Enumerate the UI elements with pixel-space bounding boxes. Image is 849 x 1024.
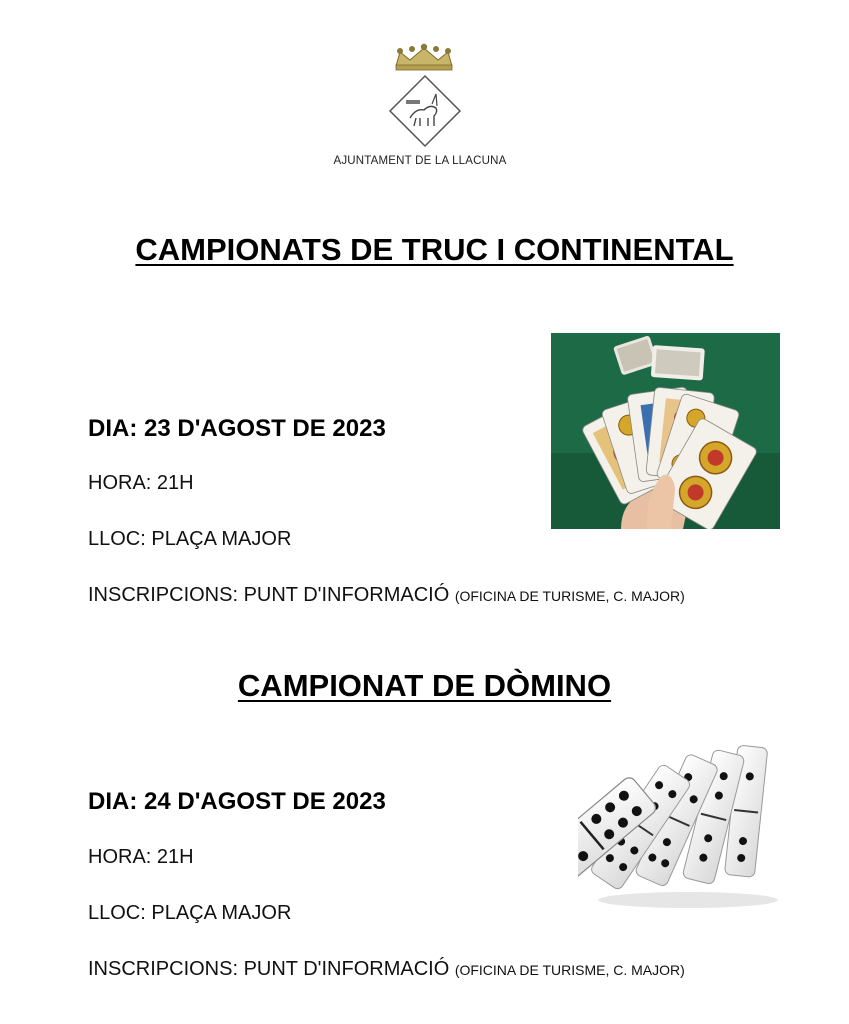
playing-cards-photo — [551, 333, 780, 529]
registration-label: INSCRIPCIONS: PUNT D'INFORMACIÓ — [88, 958, 450, 980]
event-time: HORA: 21H — [88, 472, 194, 494]
event-registration — [88, 958, 685, 981]
dominoes-illustration — [578, 735, 778, 910]
registration-label: INSCRIPCIONS: PUNT D'INFORMACIÓ — [88, 584, 450, 606]
event-registration — [88, 584, 685, 607]
event-place: LLOC: PLAÇA MAJOR — [88, 528, 292, 550]
registration-note: (OFICINA DE TURISME, C. MAJOR) — [454, 962, 685, 978]
section-title: CAMPIONAT DE DÒMINO — [237, 668, 612, 703]
lamb-shield-icon — [388, 74, 462, 148]
registration-note: (OFICINA DE TURISME, C. MAJOR) — [454, 588, 685, 604]
crown-icon — [390, 42, 458, 72]
event-place: LLOC: PLAÇA MAJOR — [88, 902, 292, 924]
page-title: CAMPIONATS DE TRUC I CONTINENTAL — [135, 232, 734, 267]
event-date: DIA: 24 D'AGOST DE 2023 — [88, 788, 386, 815]
event-date: DIA: 23 D'AGOST DE 2023 — [88, 415, 386, 442]
event-time: HORA: 21H — [88, 846, 194, 868]
organization-name: AJUNTAMENT DE LA LLACUNA — [333, 155, 507, 167]
